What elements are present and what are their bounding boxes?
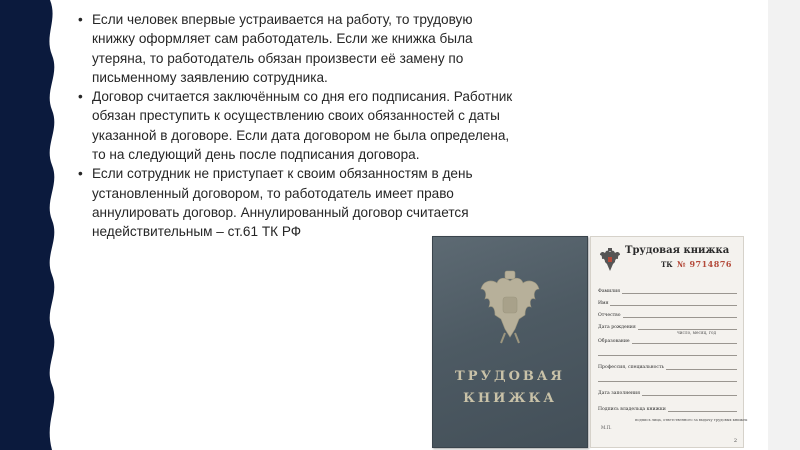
bullet-text: Если сотрудник не приступает к своим обязанностям в день установленный договором, то работодатель имеет право аннулировать договор. Аннулированный договор считается недействительным – ст.61 ТК РФ bbox=[92, 166, 473, 240]
field-patronymic bbox=[598, 309, 737, 319]
note-stamp: М.П. bbox=[601, 425, 612, 430]
double-headed-eagle-icon bbox=[599, 247, 621, 275]
field-label: Фамилия bbox=[598, 289, 621, 294]
field-birthdate bbox=[598, 321, 737, 331]
employment-book-cover bbox=[432, 236, 588, 448]
bullet-marker: • bbox=[78, 166, 83, 182]
employment-book-page bbox=[590, 236, 748, 448]
bullet-text: Договор считается заключённым со дня его подписания. Работник обязан преступить к осуществлению своих обязанностей с даты указанной в договоре. Если дата договором не была определена, то на следующий день после подписания договора. bbox=[92, 89, 513, 163]
bullet-marker: • bbox=[78, 89, 83, 105]
bullet-marker: • bbox=[78, 12, 83, 27]
bullet-text: Если человек впервые устраивается на работу, то трудовую книжку оформляет сам работодатель. Если же книжка была утеряна, то работодатель обязан произвести её замену по письменному заявлению сотрудника. bbox=[92, 12, 473, 85]
note-responsible-person: подпись лица, ответственного за выдачу трудовых книжек bbox=[635, 418, 748, 422]
field-blank bbox=[598, 347, 737, 357]
field-label: Подпись владельца книжки bbox=[598, 407, 666, 412]
field-education bbox=[598, 335, 737, 345]
bullet-item bbox=[76, 10, 516, 87]
field-label: Отчество bbox=[598, 313, 621, 318]
field-label: Образование bbox=[598, 339, 630, 344]
field-name bbox=[598, 297, 737, 307]
book-number: № 9714876 bbox=[677, 259, 732, 269]
series-label: ТК bbox=[661, 260, 673, 269]
field-owner-signature bbox=[598, 403, 737, 413]
field-label: Дата заполнения bbox=[598, 391, 641, 396]
bullet-item bbox=[76, 164, 516, 241]
cover-title-line2: КНИЖКА bbox=[463, 391, 557, 406]
field-fill-date bbox=[598, 387, 737, 397]
field-surname bbox=[598, 285, 737, 295]
field-label: Профессия, специальность bbox=[598, 365, 665, 370]
cover-title-line1: ТРУДОВАЯ bbox=[455, 369, 565, 384]
left-decorative-band bbox=[0, 0, 62, 450]
field-label: Имя bbox=[598, 301, 609, 306]
page-title: Трудовая книжка bbox=[625, 245, 730, 256]
right-decorative-strip bbox=[768, 0, 800, 450]
double-headed-eagle-icon bbox=[477, 267, 543, 345]
field-profession bbox=[598, 361, 737, 371]
bullet-list bbox=[76, 10, 516, 242]
field-label: Дата рождения bbox=[598, 325, 636, 330]
page-number: 2 bbox=[733, 438, 737, 444]
note-date-format: число, месяц, год bbox=[677, 330, 717, 335]
field-blank bbox=[598, 373, 737, 383]
bullet-item bbox=[76, 87, 516, 164]
